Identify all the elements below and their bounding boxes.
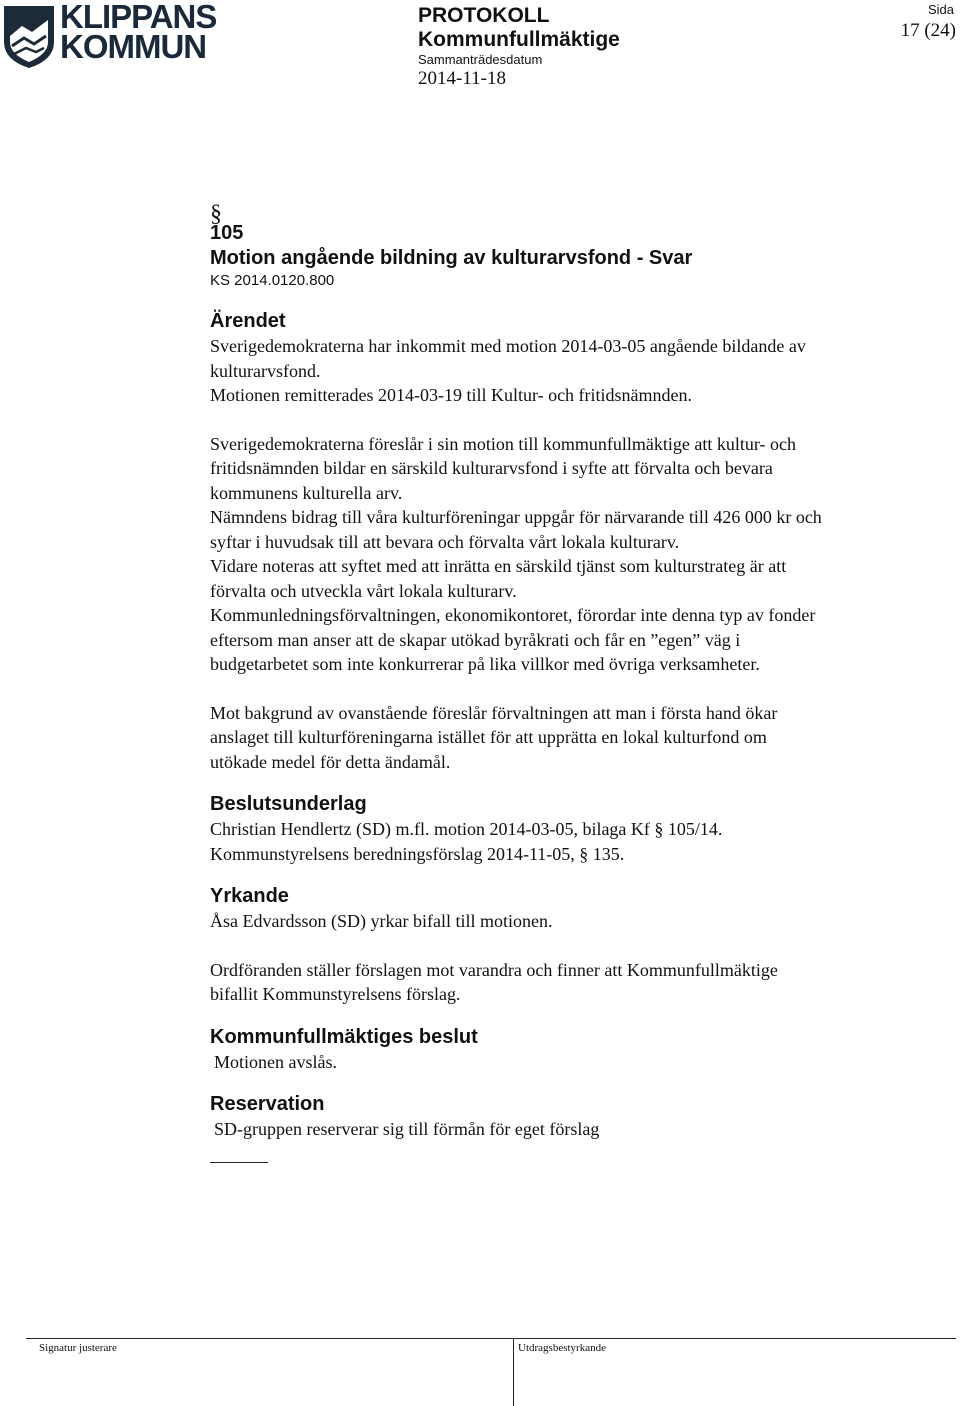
text-line: Nämndens bidrag till våra kulturföreningar uppgår för närvarande till 426 000 kr och (210, 507, 822, 527)
extract-label: Utdragsbestyrkande (518, 1342, 606, 1354)
text-line: Vidare noteras att syftet med att inrätta en särskild tjänst som kulturstrateg är att (210, 556, 787, 576)
meeting-date: 2014-11-18 (418, 68, 506, 89)
heading-beslut: Kommunfullmäktiges beslut (210, 1025, 478, 1048)
date-label: Sammanträdesdatum (418, 52, 543, 67)
text-line: förvalta och utveckla vårt lokala kulturarv. (210, 580, 517, 601)
beslut-line: Motionen avslås. (214, 1051, 337, 1072)
heading-yrkande: Yrkande (210, 885, 289, 907)
diarie-number: KS 2014.0120.800 (210, 272, 335, 289)
ordforande-line: bifallit Kommunstyrelsens förslag. (210, 984, 461, 1004)
beslutsunderlag-line-2 (210, 842, 940, 867)
signature-label: Signatur justerare (39, 1342, 117, 1354)
beslutsunderlag-ref: 105/14. (667, 819, 723, 839)
footer-divider (513, 1338, 514, 1406)
item-number: 105 (210, 222, 244, 244)
page-number: 17 (24) (900, 20, 956, 41)
section-symbol: § (210, 201, 222, 227)
heading-arendet: Ärendet (210, 310, 286, 332)
ordforande-line: Ordföranden ställer förslagen mot varandra och finner att Kommunfullmäktige (210, 959, 778, 980)
text-line: anslaget till kulturföreningarna istället för att upprätta en lokal kulturfond om (210, 727, 767, 747)
arendet-block-2 (210, 432, 940, 677)
text-line: utökade medel för detta ändamål. (210, 751, 451, 772)
text-line: Kommunledningsförvaltningen, ekonomikontoret, förordar inte denna typ av fonder (210, 605, 816, 625)
text-line: Mot bakgrund av ovanstående föreslår förvaltningen att man i första hand ökar (210, 702, 778, 723)
beslutsunderlag-line-1 (210, 817, 940, 842)
section-symbol: § (654, 819, 664, 839)
text-line: kommunens kulturella arv. (210, 482, 403, 503)
end-rule (210, 1162, 268, 1163)
logo-line-1: KLIPPANS (60, 0, 217, 35)
arendet-block-3 (210, 701, 940, 775)
text-line: budgetarbetet som inte konkurrerar på lika villkor med övriga verksamheter. (210, 654, 760, 674)
document-body: Kommunfullmäktige (418, 28, 620, 51)
reservation-line: SD-gruppen reserverar sig till förmån för eget förslag (214, 1119, 600, 1139)
text-line: kulturarvsfond. (210, 360, 321, 381)
protocol-item (210, 201, 940, 1163)
logo-line-2: KOMMUN (60, 28, 207, 65)
text-line: syftar i huvudsak till att bevara och förvalta vårt lokala kulturarv. (210, 531, 680, 552)
text-line: Sverigedemokraterna har inkommit med motion 2014-03-05 angående bildande av (210, 336, 806, 356)
logo-wordmark (60, 0, 220, 65)
text-line: fritidsnämnden bildar en särskild kulturarvsfond i syfte att förvalta och bevara (210, 458, 773, 478)
item-title: Motion angående bildning av kulturarvsfond - Svar (210, 247, 693, 269)
text-line: Sverigedemokraterna föreslår i sin motion till kommunfullmäktige att kultur- och (210, 433, 797, 454)
footer-rule (26, 1338, 956, 1339)
heading-reservation: Reservation (210, 1093, 325, 1115)
beslutsunderlag-text: Christian Hendlertz (SD) m.fl. motion 2014-03-05, bilaga Kf (210, 819, 650, 839)
section-symbol: § (579, 843, 589, 864)
page-label: Sida (927, 2, 954, 17)
arendet-block-1 (210, 334, 940, 408)
document-type: PROTOKOLL (418, 4, 550, 27)
yrkande-line: Åsa Edvardsson (SD) yrkar bifall till motionen. (210, 911, 553, 931)
beslutsunderlag-text: Kommunstyrelsens beredningsförslag 2014-11-05, (210, 843, 575, 864)
heading-beslutsunderlag: Beslutsunderlag (210, 793, 367, 815)
beslutsunderlag-ref: 135. (592, 843, 625, 864)
text-line: eftersom man anser att de skapar utökad byråkrati och får en ”egen” väg i (210, 629, 741, 650)
text-line: Motionen remitterades 2014-03-19 till Kultur- och fritidsnämnden. (210, 385, 693, 405)
